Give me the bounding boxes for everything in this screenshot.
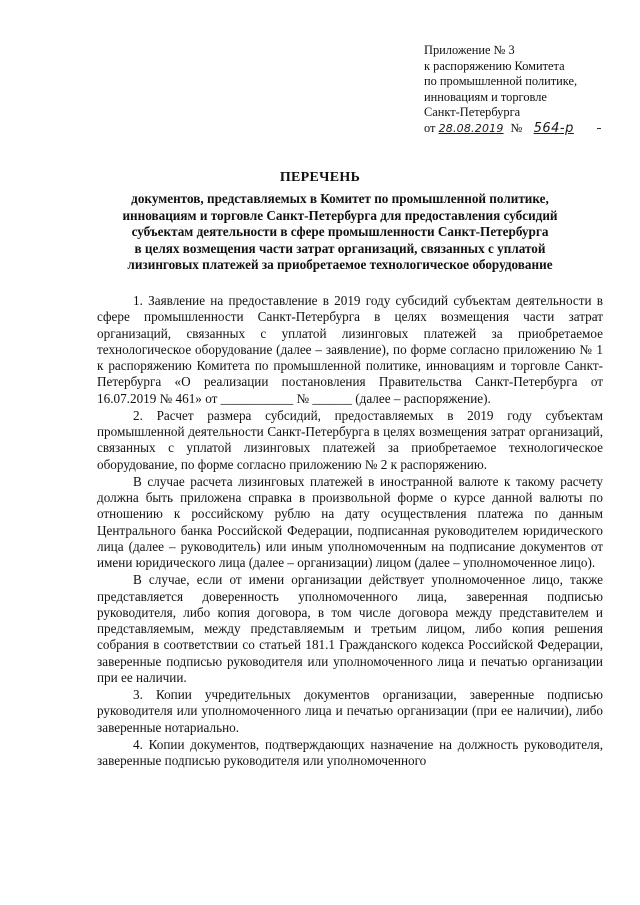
appendix-header <box>424 43 624 137</box>
appendix-line-2: к распоряжению Комитета <box>424 58 565 73</box>
document-title: ПЕРЕЧЕНЬ <box>279 170 361 185</box>
subtitle-line: в целях возмещения части затрат организаций, связанных с уплатой <box>134 240 546 256</box>
paragraph-item-3: 3. Копии учредительных документов организации, заверенные подписью руководителя или уполномоченного лица и печатью организации (при ее наличии), либо заверенные нотариально. <box>97 687 603 735</box>
number-label: № <box>510 120 523 135</box>
handwritten-date: 28.08.2019 <box>438 121 504 135</box>
appendix-line-5: Санкт-Петербурга <box>424 105 521 120</box>
appendix-line-1: Приложение № 3 <box>424 43 515 57</box>
paragraph-foreign-currency: В случае расчета лизинговых платежей в иностранной валюте к такому расчету должна быть приложена справка в произвольной форме о курсе данной валюты по отношению к российскому рублю на дату осуществления платежа по данным Центрального банка Российской Федерации, подписанная руководителем юридического лица (далее – руководитель) или иным уполномоченным на подписание документов от имени юридического лица (далее – организации) лицом (далее – уполномоченное лицо). <box>97 473 603 570</box>
margin-mark <box>597 128 601 129</box>
appendix-line-3: по промышленной политике, <box>424 74 578 89</box>
subtitle-line: лизинговых платежей за приобретаемое технологическое оборудование <box>127 257 553 273</box>
subtitle-line: субъектам деятельности в сфере промышленности Санкт-Петербурга <box>131 224 549 240</box>
appendix-date-line <box>424 121 624 137</box>
paragraph-item-1: 1. Заявление на предоставление в 2019 году субсидий субъектам деятельности в сфере промышленности Санкт-Петербурга в целях возмещения части затрат организаций, связанных с уплатой лизинговых платежей за приобретаемое технологическое оборудование (далее – заявление), по форме согласно приложению № 1 к распоряжению Комитета по промышленной политике, инновациям и торговле Санкт-Петербурга «О реализации постановления Правительства Санкт-Петербурга от 16.07.2019 № 461» от ___________ № ______ (далее – распоряжение). <box>97 293 603 406</box>
subtitle-line: инновациям и торговле Санкт-Петербурга для предоставления субсидий <box>122 207 558 223</box>
paragraph-item-4: 4. Копии документов, подтверждающих назначение на должность руководителя, заверенные подписью руководителя или уполномоченного <box>97 736 603 768</box>
handwritten-number: 564-р <box>533 120 574 136</box>
subtitle-line: документов, представляемых в Комитет по промышленной политике, <box>131 191 549 206</box>
document-body <box>97 293 603 769</box>
date-prefix: от <box>424 120 436 135</box>
appendix-line-4: инновациям и торговле <box>424 89 547 104</box>
paragraph-item-2: 2. Расчет размера субсидий, предоставляемых в 2019 году субъектам промышленной деятельности Санкт-Петербурга в целях возмещения затрат организаций, связанных с уплатой лизинговых платежей за приобретаемое технологическое оборудование, по форме согласно приложению № 2 к распоряжению. <box>97 407 603 472</box>
document-subtitle <box>80 191 600 274</box>
paragraph-authorized-person: В случае, если от имени организации действует уполномоченное лицо, также представляется доверенность уполномоченного лица, заверенная подписью руководителя, либо копия договора, в том числе договора между представителем и представляемым, между представляемым и третьим лицом, либо копия решения собрания в соответствии со статьей 181.1 Гражданского кодекса Российской Федерации, заверенные подписью руководителя или уполномоченного лица и печатью организации при ее наличии. <box>97 572 603 685</box>
